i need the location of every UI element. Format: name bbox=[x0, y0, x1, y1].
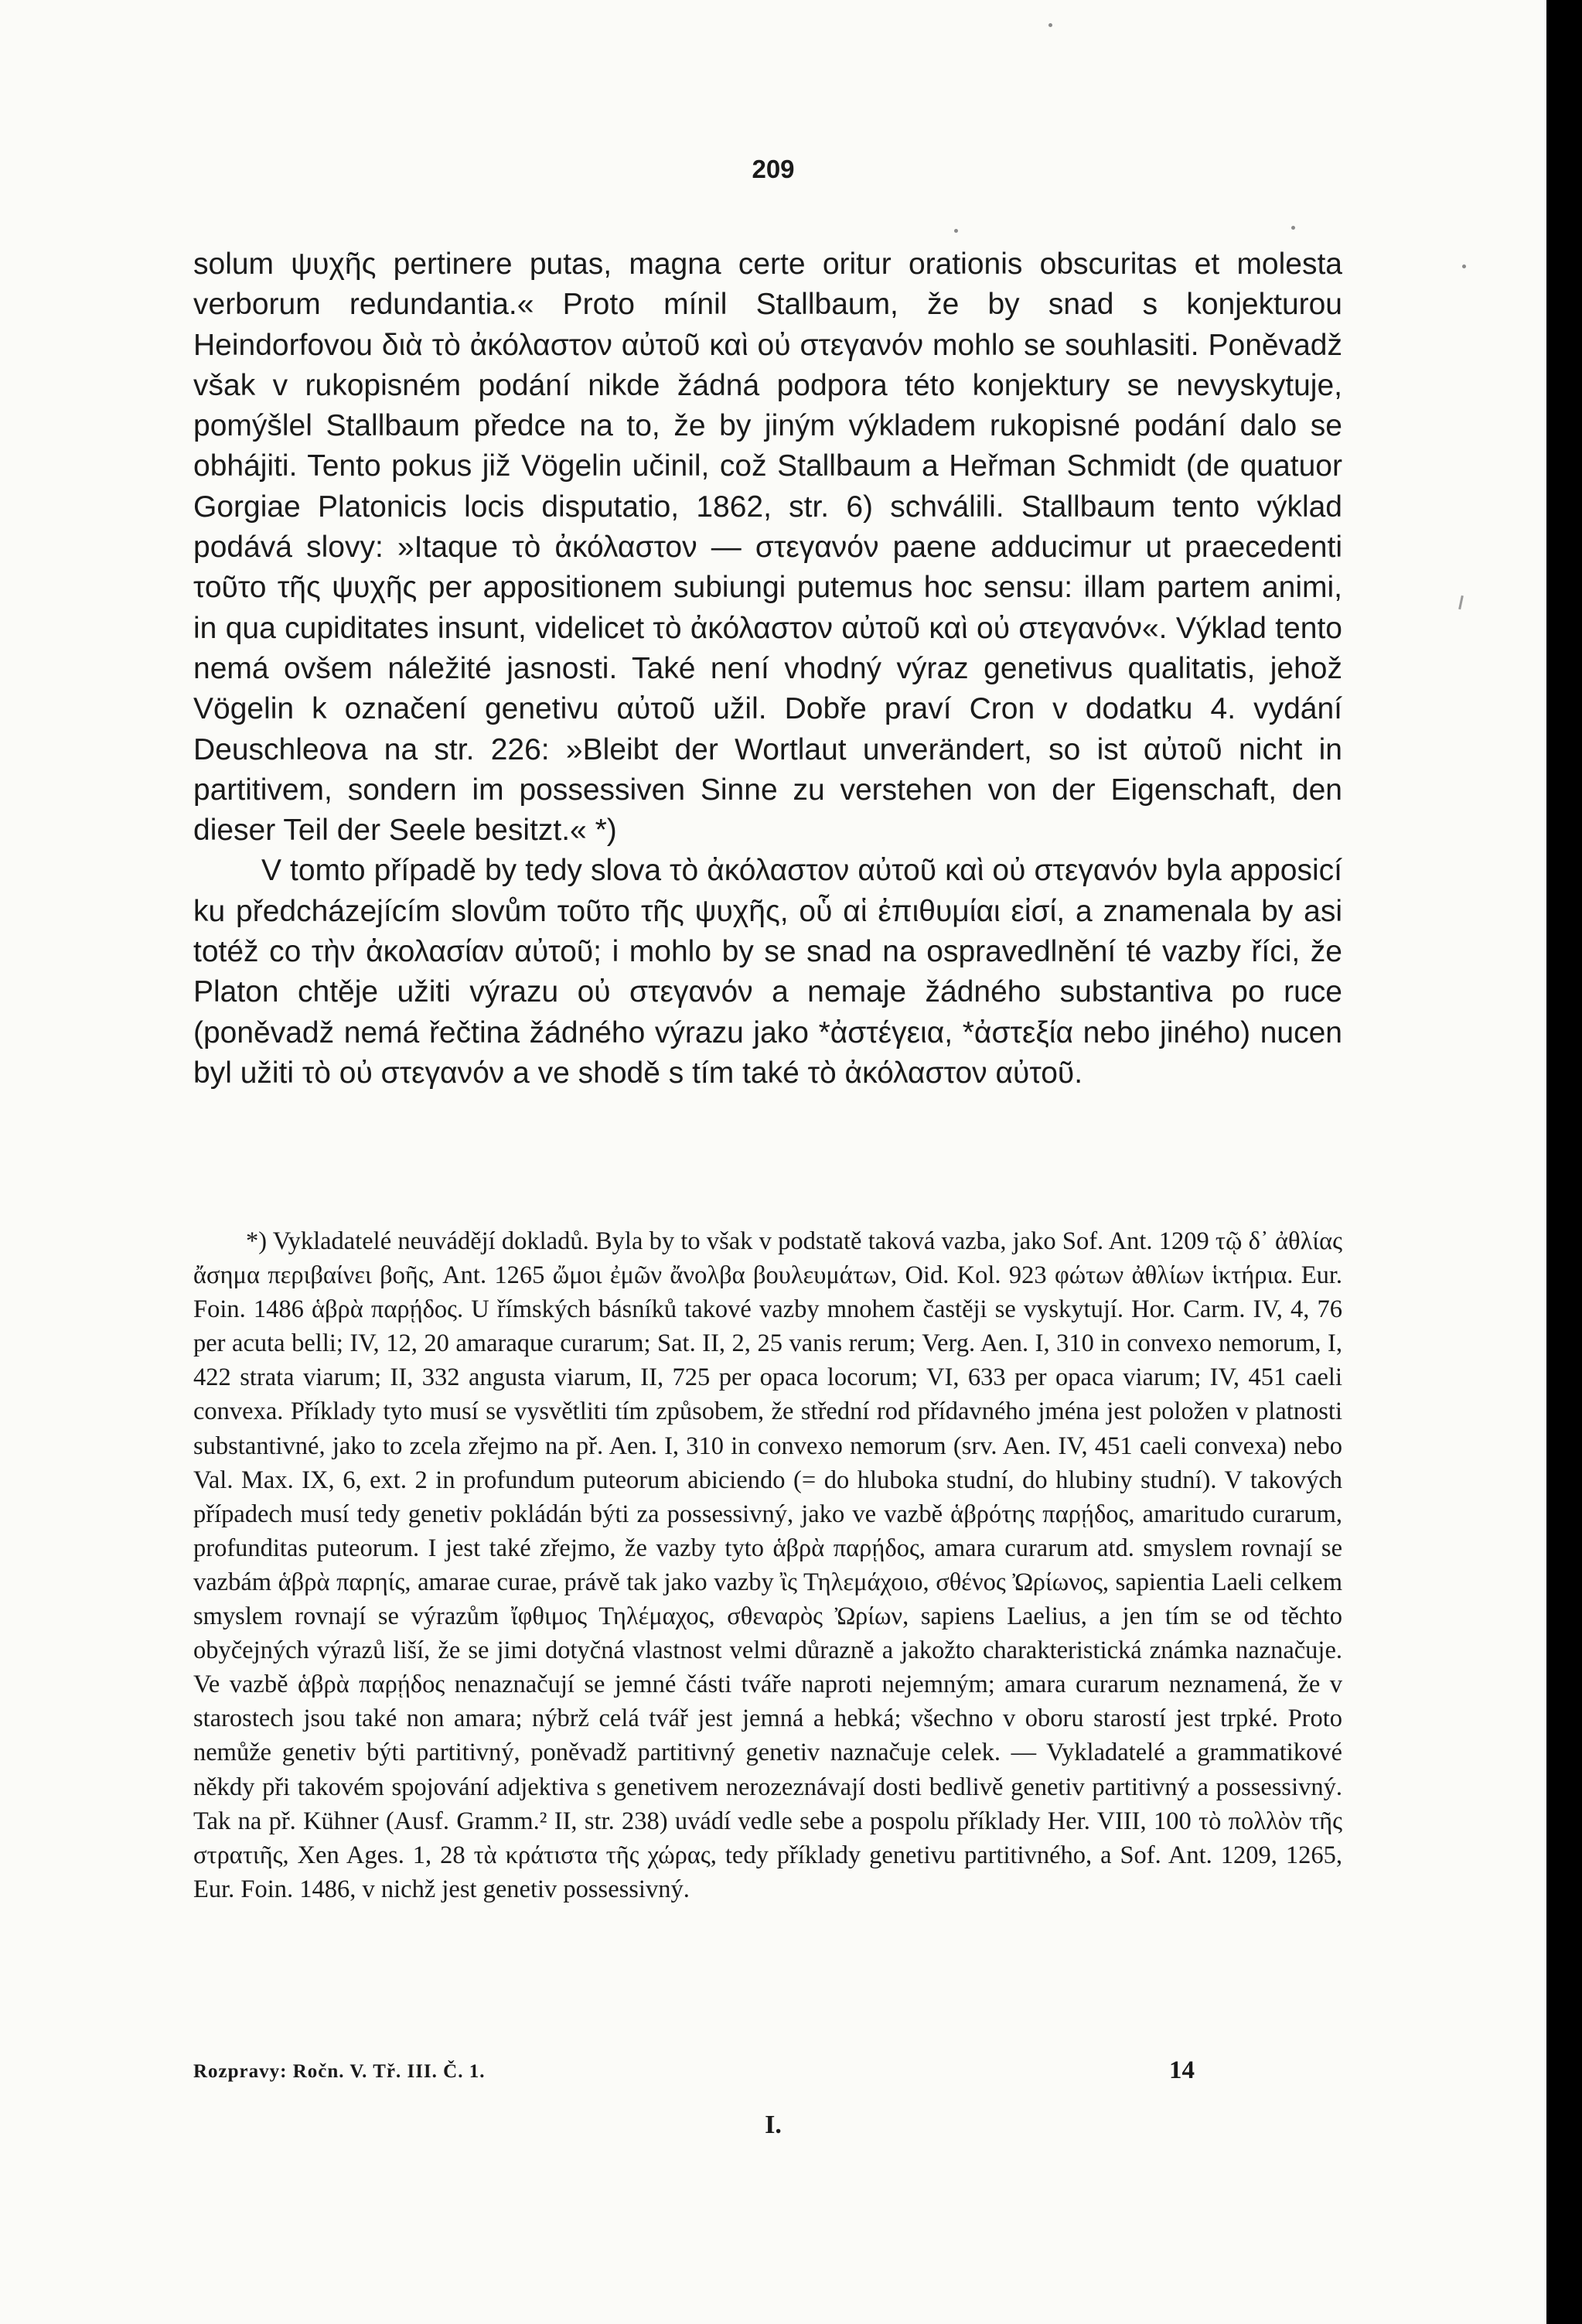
signature-number: 14 bbox=[1169, 2056, 1195, 2084]
scan-speck bbox=[1291, 226, 1295, 230]
scan-speck bbox=[954, 229, 958, 233]
footnote bbox=[193, 1224, 1342, 1906]
printer-signature bbox=[193, 2056, 1342, 2090]
scan-speck bbox=[1048, 23, 1052, 27]
page-number: 209 bbox=[752, 155, 795, 183]
scan-mark bbox=[1458, 596, 1464, 609]
footnote-text: *) Vykladatelé neuvádějí dokladů. Byla by to však v podstatě taková vazba, jako Sof. Ant. 1209 τῷ δ᾽ ἀθλίας ἄσημα περιβαίνει βοῆς, Ant. 1265 ὤμοι ἐμῶν ἄνολβα βουλευμάτων, Oid. Kol. 923 φώτων ἀθλίων ἱκτήρια. Eur. Foin. 1486 ἁβρὰ παρῄδος. U římských básníků takové vazby mnohem častěji se vyskytují. Hor. Carm. IV, 4, 76 per acuta belli; IV, 12, 20 amaraque curarum; Sat. II, 2, 25 vanis rerum; Verg. Aen. I, 310 in convexo nemorum, I, 422 strata viarum; II, 332 angusta viarum, II, 725 per opaca locorum; VI, 633 per opaca viarum; IV, 451 caeli convexa. Příklady tyto musí se vysvětliti tím způsobem, že střední rod přídavného jména jest položen v platnosti substantivné, jako to zcela zřejmo na př. Aen. I, 310 in convexo nemorum (srv. Aen. IV, 451 caeli convexa) nebo Val. Max. IX, 6, ext. 2 in profundum puteorum abiciendo (= do hluboka studní, do hlubiny studní). V takových případech musí tedy genetiv pokládán býti za possessivný, jako ve vazbě ἁβρότης παρῄδος, amaritudo curarum, profunditas puteorum. I jest také zřejmo, že vazby tyto ἁβρὰ παρῄδος, amara curarum atd. smyslem rovnají se vazbám ἁβρὰ παρηίς, amarae curae, právě tak jako vazby ἲς Τηλεμάχοιο, σθένος Ὠρίωνος, sapientia Laeli celkem smyslem rovnají se výrazům ἴφθιμος Τηλέμαχος, σθεναρὸς Ὠρίων, sapiens Laelius, a jen tím se od těchto obyčejných výrazů liší, že se jimi dotyčná vlastnost velmi důrazně a jakožto charakteristická známka naznačuje. Ve vazbě ἁβρὰ παρῄδος nenaznačují se jemné části tváře naproti nejemným; amara curarum neznamená, že v starostech jsou také non amara; nýbrž celá tvář jest jemná a hebká; všechno v oboru starostí jest trpké. Proto nemůže genetiv býti partitivný, poněvadž partitivný genetiv naznačuje celek. — Vykladatelé a grammatikové někdy při takovém spojování adjektiva s genetivem nerozeznávají dosti bedlivě genetiv partitivný a possessivný. Tak na př. Kühner (Ausf. Gramm.² II, str. 238) uvádí vedle sebe a pospolu příklady Her. VIII, 100 τὸ πολλὸν τῆς στρατιῆς, Xen Ages. 1, 28 τὰ κράτιστα τῆς χώρας, tedy příklady genetivu partitivného, a Sof. Ant. 1209, 1265, Eur. Foin. 1486, v nichž jest genetiv possessivný. bbox=[193, 1227, 1342, 1903]
main-text bbox=[193, 244, 1342, 1094]
paragraph-2: V tomto případě by tedy slova τὸ ἀκόλαστον αὐτοῦ καὶ οὐ στεγανόν byla apposicí ku předcházejícím slovům τοῦτο τῆς ψυχῆς, οὗ αἱ ἐπιθυμίαι εἰσί, a znamenala by asi totéž co τὴν ἀκολασίαν αὐτοῦ; i mohlo by se snad na ospravedlnění té vazby říci, že Platon chtěje užiti výrazu οὐ στεγανόν a nemaje žádného substantiva po ruce (poněvadž nemá řečtina žádného výrazu jako *ἀστέγεια, *ἀστεξία nebo jiného) nucen byl užiti τὸ οὐ στεγανόν a ve shodě s tím také τὸ ἀκόλαστον αὐτοῦ. bbox=[193, 854, 1342, 1090]
scan-border bbox=[1546, 0, 1582, 2324]
sheet-mark: I. bbox=[765, 2111, 782, 2139]
scan-speck bbox=[1462, 264, 1466, 268]
paragraph-1: solum ψυχῆς pertinere putas, magna certe oritur orationis obscuritas et molesta verborum redundantia.« Proto mínil Stallbaum, že by snad s konjekturou Heindorfovou διὰ τὸ ἀκόλαστον αὐτοῦ καὶ οὐ στεγανόν mohlo se souhlasiti. Poněvadž však v rukopisném podání nikde žádná podpora této konjektury se nevyskytuje, pomýšlel Stallbaum předce na to, že by jiným výkladem rukopisné podání dalo se obhájiti. Tento pokus již Vögelin učinil, což Stallbaum a Heřman Schmidt (de quatuor Gorgiae Platonicis locis disputatio, 1862, str. 6) schválili. Stallbaum tento výklad podává slovy: »Itaque τὸ ἀκόλαστον — στεγανόν paene adducimur ut praecedenti τοῦτο τῆς ψυχῆς per appositionem subiungi putemus hoc sensu: illam partem animi, in qua cupiditates insunt, videlicet τὸ ἀκόλαστον αὐτοῦ καὶ οὐ στεγανόν«. Výklad tento nemá ovšem náležité jasnosti. Také není vhodný výraz genetivus qualitatis, jehož Vögelin k označení genetivu αὐτοῦ užil. Dobře praví Cron v dodatku 4. vydání Deuschleova na str. 226: »Bleibt der Wortlaut unverändert, so ist αὐτοῦ nicht in partitivem, sondern im possessiven Sinne zu verstehen von der Eigenschaft, den dieser Teil der Seele besitzt.« *) bbox=[193, 247, 1342, 848]
signature-publication: Rozpravy: Ročn. V. Tř. III. Č. 1. bbox=[193, 2061, 486, 2082]
